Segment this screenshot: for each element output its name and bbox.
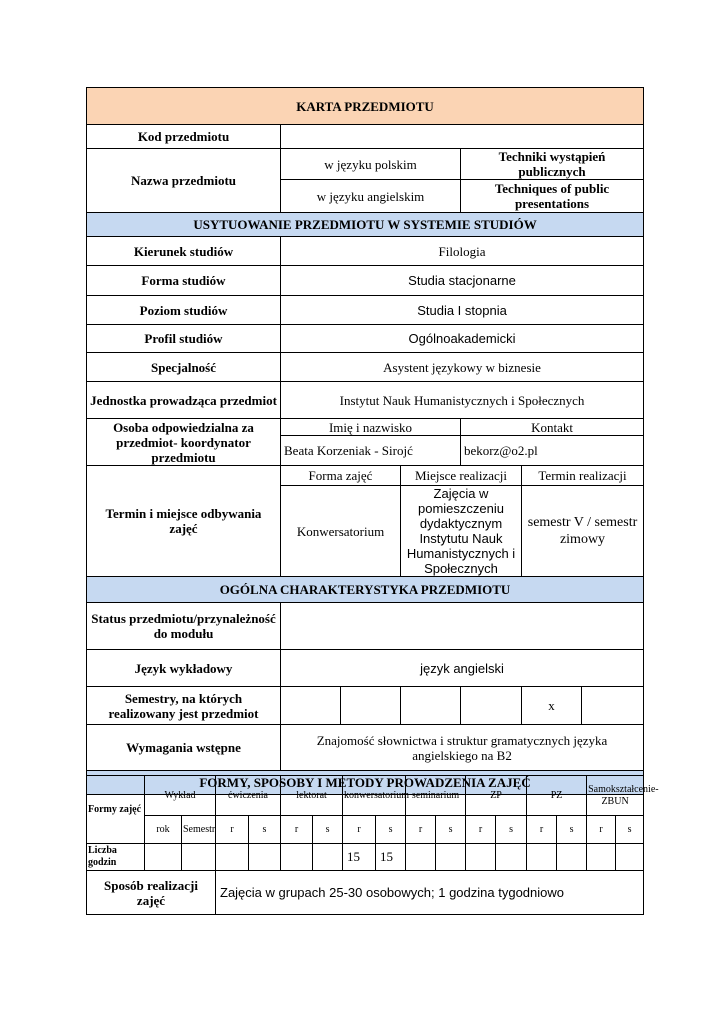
hours-cell [436,844,466,871]
place-value: Zajęcia w pomieszczeniu dydaktycznym Instytutu Nauk Humanistycznych i Społecznych [401,486,522,577]
field-value: Filologia [281,237,644,266]
placement-section-title: USYTUOWANIE PRZEDMIOTU W SYSTEMIE STUDIÓW [87,213,644,237]
semesters-label: Semestry, na których realizowany jest przedmiot [87,687,281,725]
sub-header: s [496,816,527,844]
requirements-value: Znajomość słownictwa i struktur gramatycznych języka angielskiego na B2 [281,725,644,771]
hours-cell [527,844,557,871]
semester-cell: x [522,687,582,725]
method-table [86,870,644,915]
status-value [281,603,644,650]
form-type-header: lektorat [281,776,343,816]
sub-header: s [313,816,343,844]
name-label: Nazwa przedmiotu [87,149,281,213]
field-label: Kierunek studiów [87,237,281,266]
term-value: semestr V / semestr zimowy [522,486,644,577]
hours-cell [406,844,436,871]
polish-name: Techniki wystąpień publicznych [461,149,644,180]
place-header: Miejsce realizacji [401,466,522,486]
hours-cell [216,844,249,871]
sub-header: Semestr [182,816,216,844]
class-form-header: Forma zajęć [281,466,401,486]
coordinator-label: Osoba odpowiedzialna za przedmiot- koordynator przedmiotu [87,419,281,466]
coordinator-contact: bekorz@o2.pl [461,436,644,466]
specialty-label: Specjalność [87,353,281,382]
sub-header: s [249,816,281,844]
hours-cell [281,844,313,871]
general-section-title: OGÓLNA CHARAKTERYSTYKA PRZEDMIOTU [87,577,644,603]
hours-cell [313,844,343,871]
name-header: Imię i nazwisko [281,419,461,436]
hours-cell [145,844,182,871]
hours-cell [249,844,281,871]
forms-label: Formy zajęć [87,776,145,844]
hours-cell [557,844,587,871]
forms-section-title: FORMY, SPOSOBY I METODY PROWADZENIA ZAJĘĆ [87,771,644,795]
contact-header: Kontakt [461,419,644,436]
level-value: Studia I stopnia [281,296,644,325]
sub-header: r [281,816,313,844]
status-label: Status przedmiotu/przynależność do modułu [87,603,281,650]
sub-header: s [557,816,587,844]
sub-header: r [216,816,249,844]
hours-cell [466,844,496,871]
sub-header: s [436,816,466,844]
semester-cell [341,687,401,725]
hours-label: Liczba godzin [87,844,145,871]
sub-header: r [527,816,557,844]
semester-cell [281,687,341,725]
profile-value: Ogólnoakademicki [281,325,644,353]
card-title: KARTA PRZEDMIOTU [87,88,644,125]
form-type-header: ZP [466,776,527,816]
semester-cell [401,687,461,725]
forms-table [86,775,659,871]
sub-header: s [376,816,406,844]
form-label: Forma studiów [87,266,281,296]
form-type-header: ćwiczenia [216,776,281,816]
course-card-table [86,87,644,795]
sub-header: r [466,816,496,844]
sub-header: rok [145,816,182,844]
form-type-header: Samokształcenie-ZBUN [587,776,644,816]
form-type-header: Wykład [145,776,216,816]
coordinator-name: Beata Korzeniak - Sirojć [281,436,461,466]
hours-cell [496,844,527,871]
unit-value: Instytut Nauk Humanistycznych i Społecznych [281,382,644,419]
hours-cell: 15 [343,844,376,871]
sub-header: r [343,816,376,844]
semester-cell [461,687,522,725]
language-value: język angielski [281,650,644,687]
specialty-value: Asystent językowy w biznesie [281,353,644,382]
sub-header: r [587,816,616,844]
form-type-header: konwersatorium [343,776,406,816]
method-label: Sposób realizacji zajęć [87,871,216,915]
sub-header: r [406,816,436,844]
english-label: w języku angielskim [281,180,461,213]
form-type-header: seminarium [406,776,466,816]
unit-label: Jednostka prowadząca przedmiot [87,382,281,419]
form-type-header: PZ [527,776,587,816]
hours-cell [616,844,644,871]
form-value: Studia stacjonarne [281,266,644,296]
method-value: Zajęcia w grupach 25-30 osobowych; 1 godzina tygodniowo [216,871,644,915]
language-label: Język wykładowy [87,650,281,687]
level-label: Poziom studiów [87,296,281,325]
requirements-label: Wymagania wstępne [87,725,281,771]
schedule-label: Termin i miejsce odbywania zajęć [87,466,281,577]
term-header: Termin realizacji [522,466,644,486]
hours-cell: 15 [376,844,406,871]
class-form-value: Konwersatorium [281,486,401,577]
hours-cell [182,844,216,871]
english-name: Techniques of public presentations [461,180,644,213]
code-label: Kod przedmiotu [87,125,281,149]
polish-label: w języku polskim [281,149,461,180]
semester-cell [582,687,644,725]
profile-label: Profil studiów [87,325,281,353]
sub-header: s [616,816,644,844]
code-value [281,125,644,149]
hours-cell [587,844,616,871]
